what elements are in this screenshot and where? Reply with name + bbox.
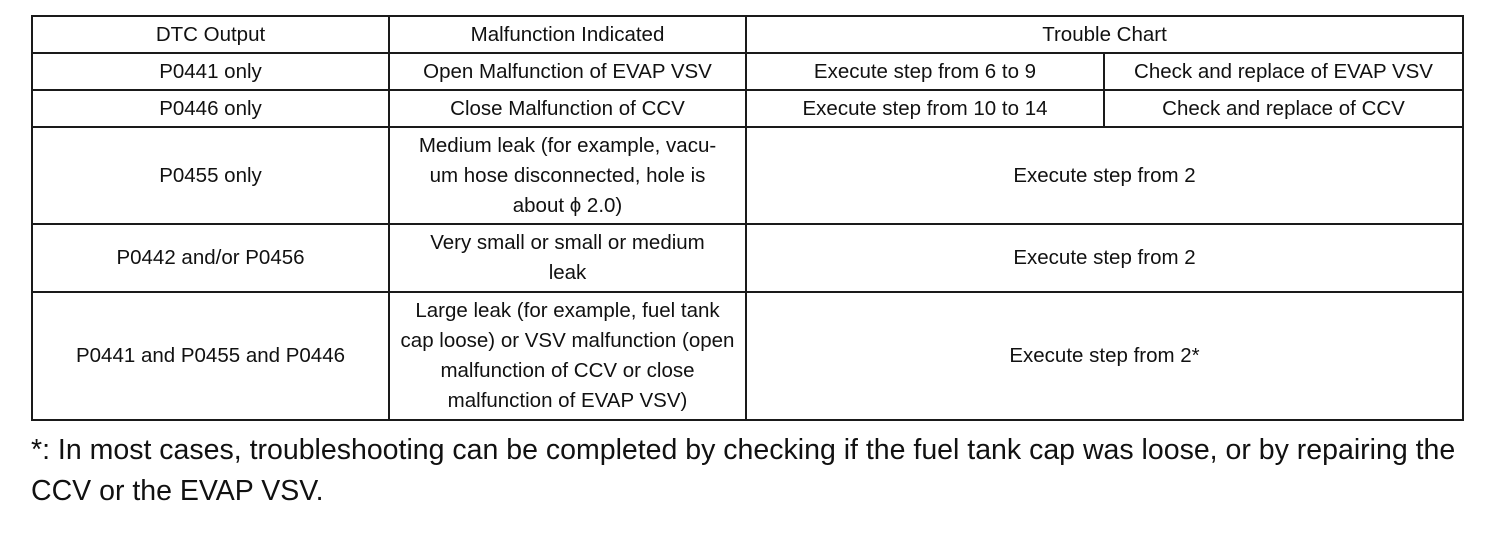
table-row: [32, 90, 1463, 127]
dtc-cell: P0446 only: [32, 90, 389, 127]
step-cell: Execute step from 6 to 9: [746, 53, 1104, 90]
header-trouble-chart: Trouble Chart: [746, 16, 1463, 53]
table-row: [32, 127, 1463, 224]
dtc-cell: P0455 only: [32, 127, 389, 224]
footnote: *: In most cases, troubleshooting can be completed by checking if the fuel tank cap was loose, or by repairing the CCV or the EVAP VSV.: [31, 434, 1456, 507]
table-row: [32, 53, 1463, 90]
header-malfunction-indicated: Malfunction Indicated: [389, 16, 746, 53]
table-row: [32, 292, 1463, 420]
dtc-trouble-table: [31, 15, 1464, 421]
malfunction-cell: Large leak (for example, fuel tank cap loose) or VSV malfunction (open malfunction of CCV or close malfunction of EVAP VSV): [389, 292, 746, 420]
malfunction-cell: Very small or small or medium leak: [389, 224, 746, 292]
table-header-row: [32, 16, 1463, 53]
dtc-cell: P0441 and P0455 and P0446: [32, 292, 389, 420]
malfunction-cell: Close Malfunction of CCV: [389, 90, 746, 127]
malfunction-cell: Medium leak (for example, vacu-um hose disconnected, hole is about ϕ 2.0): [389, 127, 746, 224]
header-dtc-output: DTC Output: [32, 16, 389, 53]
step-cell: Execute step from 2: [746, 224, 1463, 292]
step-cell: Execute step from 2: [746, 127, 1463, 224]
action-cell: Check and replace of EVAP VSV: [1104, 53, 1463, 90]
action-cell: Check and replace of CCV: [1104, 90, 1463, 127]
dtc-cell: P0441 only: [32, 53, 389, 90]
step-cell: Execute step from 2*: [746, 292, 1463, 420]
dtc-cell: P0442 and/or P0456: [32, 224, 389, 292]
step-cell: Execute step from 10 to 14: [746, 90, 1104, 127]
malfunction-cell: Open Malfunction of EVAP VSV: [389, 53, 746, 90]
table-row: [32, 224, 1463, 292]
